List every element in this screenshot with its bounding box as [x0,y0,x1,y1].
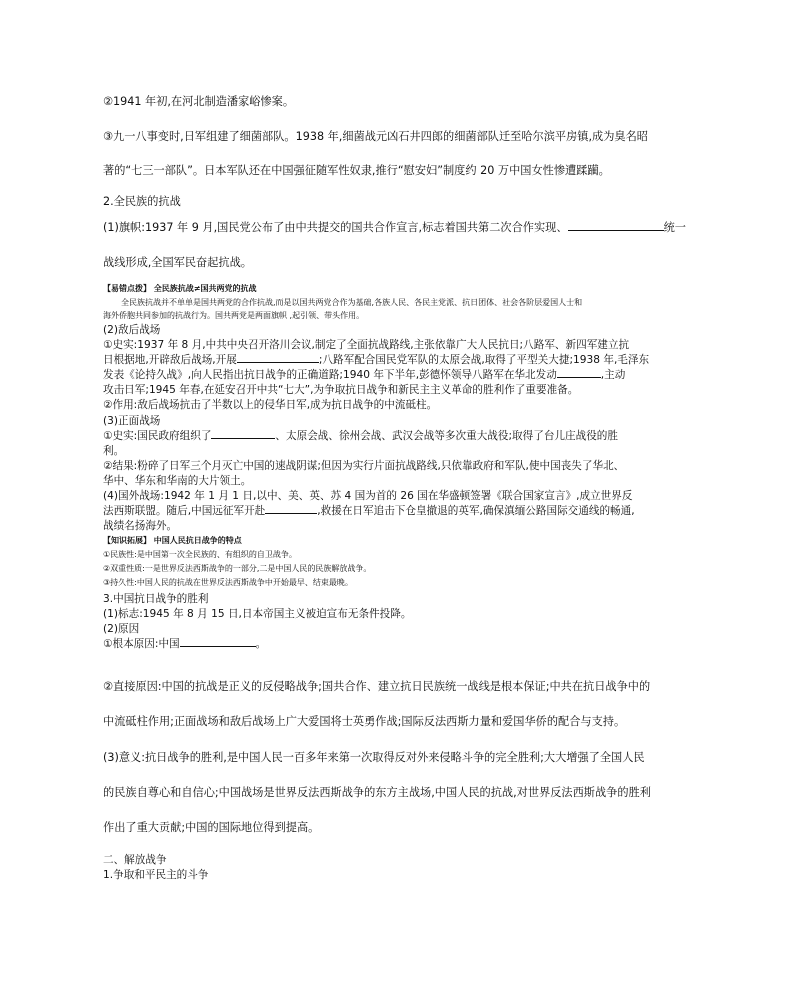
text-line: 作出了重大贡献;中国的国际地位得到提高。 [103,821,320,834]
text-line: ②直接原因:中国的抗战是正义的反侵略战争;国共合作、建立抗日民族统一战线是根本保证;中共在抗日战争中的 [103,680,651,693]
text-segment: ①根本原因:中国 [103,638,180,650]
text-line: ③九一八事变时,日军组建了细菌部队。1938 年,细菌战元凶石井四郎的细菌部队迁至哈尔滨平房镇,成为臭名昭 [103,130,648,143]
text-line: 著的“七三一部队”。日本军队还在中国强征随军性奴隶,推行“慰安妇”制度约 20 万中国女性惨遭蹂躏。 [103,164,610,177]
text-segment: 日根据地,开辟敌后战场,开展 [103,354,237,366]
text-line: ②1941 年初,在河北制造潘家峪惨案。 [103,95,295,108]
fill-in-blank [265,504,317,514]
section-heading: 1.争取和平民主的斗争 [103,869,209,881]
text-segment: (1)旗帜:1937 年 9 月,国民党公布了由中共提交的国共合作宣言,标志着国共第二次合作实现、 [103,221,568,234]
text-line: 战绩名扬海外。 [103,520,178,532]
text-line: (1)标志:1945 年 8 月 15 日,日本帝国主义被迫宣布无条件投降。 [103,608,412,620]
section-heading: 二、解放战争 [103,854,167,866]
fill-in-blank [180,637,256,647]
text-line: ②结果:粉碎了日军三个月灭亡中国的速战阴谋;但因为实行片面抗战路线,只依靠政府和军队,使中国丧失了华北、 [103,460,625,472]
text-line: 中流砥柱作用;正面战场和敌后战场上广大爱国将士英勇作战;国际反法西斯力量和爱国华侨的配合与支持。 [103,715,626,728]
text-segment: 统一 [663,221,686,234]
section-heading: 3.中国抗日战争的胜利 [103,593,209,605]
tip-text: 海外侨胞共同参加的抗战行为。国共两党是两面旗帜 ,起引领、带头作用。 [103,311,365,320]
fill-in-blank [211,429,275,439]
text-segment: 、太原会战、徐州会战、武汉会战等多次重大战役;取得了台儿庄战役的胜 [275,430,618,442]
text-segment: 法西斯联盟。随后,中国远征军开赴 [103,505,266,517]
subsection-heading: (2)敌后战场 [103,324,161,336]
tip-text: ③持久性:中国人民的抗战在世界反法西斯战争中开始最早、结束最晚。 [103,578,353,587]
text-segment: ;八路军配合国民党军队的太原会战,取得了平型关大捷;1938 年,毛泽东 [318,354,650,366]
text-segment: ①史实:国民政府组织了 [103,430,212,442]
text-line: ①史实:1937 年 8 月,中共中央召开洛川会议,制定了全面抗战路线,主张依靠广大人民抗日;八路军、新四军建立抗 [103,339,630,351]
text-line [103,219,686,235]
fill-in-blank [557,368,601,378]
text-line: 华中、华东和华南的大片领土。 [103,475,252,487]
text-line [103,428,618,443]
tip-text: 全民族抗战并不单单是国共两党的合作抗战,而是以国共两党合作为基础,各族人民、各民主党派、抗日团体、社会各阶层爱国人士和 [121,298,583,307]
text-segment: ,救援在日军追击下仓皇撤退的英军,确保滇缅公路国际交通线的畅通, [317,505,635,517]
text-segment: 发表《论持久战》,向人民指出抗日战争的正确道路;1940 年下半年,彭德怀领导八路军在华北发动 [103,369,557,381]
tip-heading: 【易错点拨】 全民族抗战≠国共两党的抗战 [103,284,257,293]
text-segment: ,主动 [600,369,626,381]
text-segment: 。 [255,638,267,650]
text-line [103,367,625,382]
text-line: 战线形成,全国军民奋起抗战。 [103,256,252,269]
text-line [103,503,635,518]
text-line: (4)国外战场:1942 年 1 月 1 日,以中、美、英、苏 4 国为首的 26 国在华盛顿签署《联合国家宣言》,成立世界反 [103,490,633,502]
subsection-heading: (3)正面战场 [103,415,161,427]
fill-in-blank [237,353,319,363]
text-line [103,636,266,651]
tip-text: ①民族性:是中国第一次全民族的、有组织的自卫战争。 [103,550,297,559]
text-line: ②作用:敌后战场抗击了半数以上的侵华日军,成为抗日战争的中流砥柱。 [103,399,438,411]
text-line: 利。 [103,445,125,457]
subsection-heading: (2)原因 [103,623,140,635]
tip-text: ②双重性质:一是世界反法西斯战争的一部分,二是中国人民的民族解放战争。 [103,564,372,573]
fill-in-blank [568,221,664,231]
tip-heading: 【知识拓展】 中国人民抗日战争的特点 [103,536,242,545]
text-line: 攻击日军;1945 年春,在延安召开中共“七大”,为争取抗日战争和新民主主义革命的胜利作了重要准备。 [103,384,579,396]
text-line: (3)意义:抗日战争的胜利,是中国人民一百多年来第一次取得反对外来侵略斗争的完全胜利;大大增强了全国人民 [103,751,645,764]
text-line: 的民族自尊心和自信心;中国战场是世界反法西斯战争的东方主战场,中国人民的抗战,对世界反法西斯战争的胜利 [103,786,651,799]
text-line [103,352,649,367]
section-heading: 2.全民族的抗战 [103,195,181,208]
